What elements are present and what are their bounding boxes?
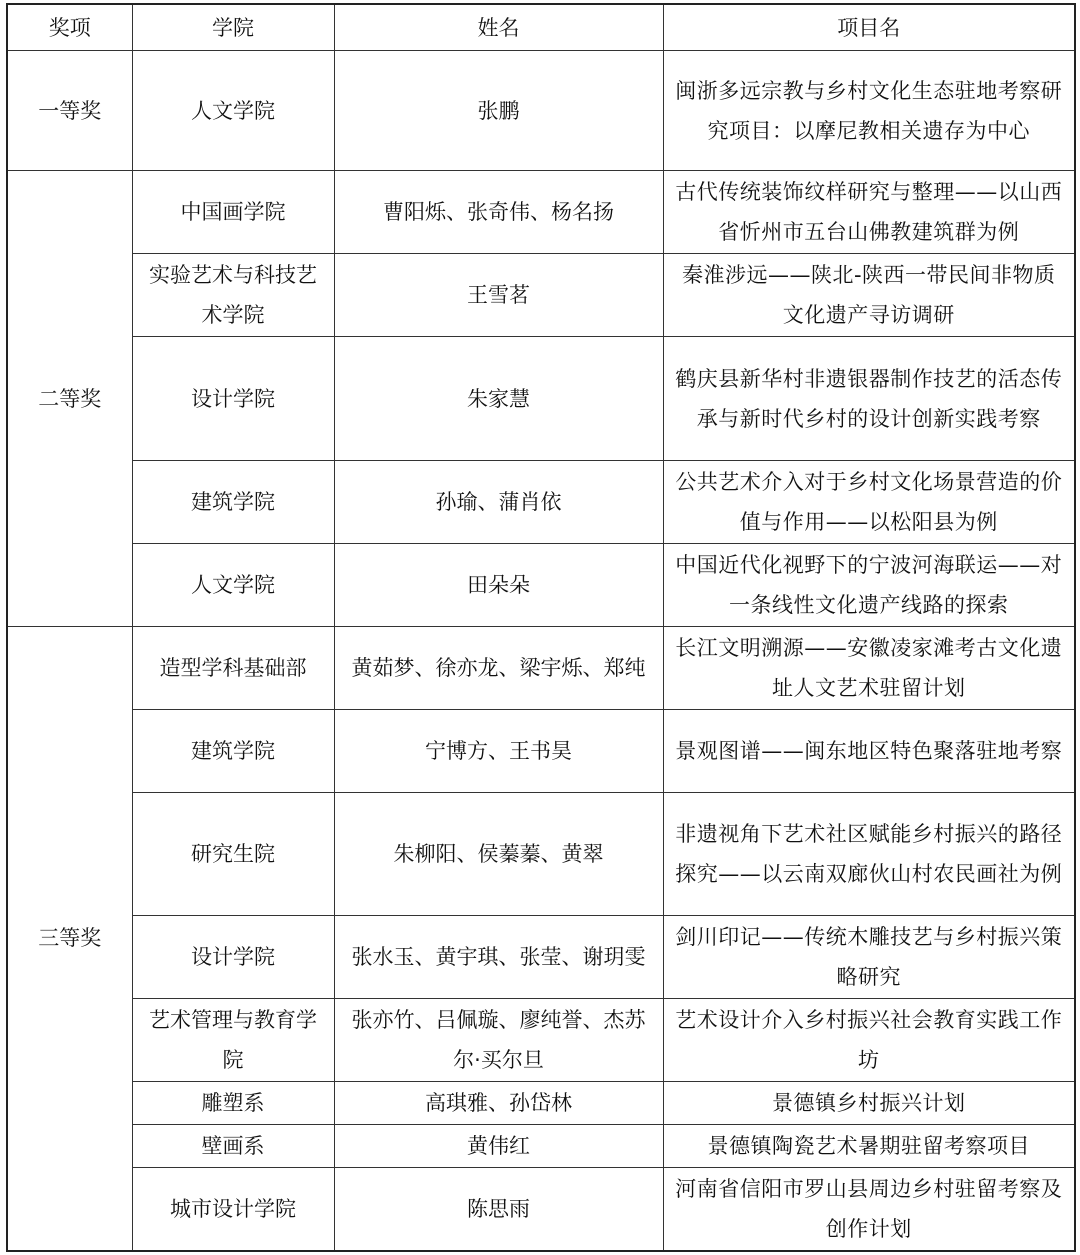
names-cell: 高琪雅、孙岱林	[334, 1082, 663, 1125]
school-cell: 壁画系	[132, 1125, 334, 1168]
project-cell: 中国近代化视野下的宁波河海联运——对一条线性文化遗产线路的探索	[663, 544, 1075, 627]
awards-table	[6, 3, 1076, 1252]
school-cell: 艺术管理与教育学院	[132, 999, 334, 1082]
table-row	[7, 337, 1075, 461]
project-cell: 长江文明溯源——安徽凌家滩考古文化遗址人文艺术驻留计划	[663, 627, 1075, 710]
school-cell: 人文学院	[132, 51, 334, 171]
table-row	[7, 627, 1075, 710]
names-cell: 田朵朵	[334, 544, 663, 627]
school-cell: 人文学院	[132, 544, 334, 627]
school-cell: 建筑学院	[132, 461, 334, 544]
names-cell: 张水玉、黄宇琪、张莹、谢玥雯	[334, 916, 663, 999]
project-cell: 公共艺术介入对于乡村文化场景营造的价值与作用——以松阳县为例	[663, 461, 1075, 544]
names-cell: 陈思雨	[334, 1168, 663, 1251]
school-cell: 实验艺术与科技艺术学院	[132, 254, 334, 337]
names-cell: 曹阳烁、张奇伟、杨名扬	[334, 171, 663, 254]
names-cell: 朱柳阳、侯蓁蓁、黄翠	[334, 793, 663, 916]
project-cell: 闽浙多远宗教与乡村文化生态驻地考察研究项目：以摩尼教相关遗存为中心	[663, 51, 1075, 171]
project-cell: 非遗视角下艺术社区赋能乡村振兴的路径探究——以云南双廊伙山村农民画社为例	[663, 793, 1075, 916]
table-row	[7, 254, 1075, 337]
names-cell: 朱家慧	[334, 337, 663, 461]
table-row	[7, 793, 1075, 916]
names-cell: 张鹏	[334, 51, 663, 171]
table-row	[7, 1125, 1075, 1168]
names-cell: 孙瑜、蒲肖依	[334, 461, 663, 544]
table-row	[7, 171, 1075, 254]
project-cell: 河南省信阳市罗山县周边乡村驻留考察及创作计划	[663, 1168, 1075, 1251]
project-cell: 艺术设计介入乡村振兴社会教育实践工作坊	[663, 999, 1075, 1082]
school-cell: 中国画学院	[132, 171, 334, 254]
school-cell: 城市设计学院	[132, 1168, 334, 1251]
project-cell: 鹤庆县新华村非遗银器制作技艺的活态传承与新时代乡村的设计创新实践考察	[663, 337, 1075, 461]
project-cell: 剑川印记——传统木雕技艺与乡村振兴策略研究	[663, 916, 1075, 999]
project-cell: 古代传统装饰纹样研究与整理——以山西省忻州市五台山佛教建筑群为例	[663, 171, 1075, 254]
school-cell: 造型学科基础部	[132, 627, 334, 710]
header-award: 奖项	[7, 4, 132, 51]
names-cell: 张亦竹、吕佩璇、廖纯誉、杰苏尔·买尔旦	[334, 999, 663, 1082]
school-cell: 设计学院	[132, 337, 334, 461]
award-cell: 一等奖	[7, 51, 132, 171]
school-cell: 研究生院	[132, 793, 334, 916]
award-cell: 三等奖	[7, 627, 132, 1251]
award-cell: 二等奖	[7, 171, 132, 627]
project-cell: 景德镇陶瓷艺术暑期驻留考察项目	[663, 1125, 1075, 1168]
names-cell: 宁博方、王书昊	[334, 710, 663, 793]
table-row	[7, 999, 1075, 1082]
table-row	[7, 916, 1075, 999]
table-row	[7, 461, 1075, 544]
school-cell: 雕塑系	[132, 1082, 334, 1125]
school-cell: 建筑学院	[132, 710, 334, 793]
table-row	[7, 51, 1075, 171]
project-cell: 秦淮涉远——陕北-陕西一带民间非物质文化遗产寻访调研	[663, 254, 1075, 337]
names-cell: 黄伟红	[334, 1125, 663, 1168]
header-name: 姓名	[334, 4, 663, 51]
table-row	[7, 710, 1075, 793]
names-cell: 王雪茗	[334, 254, 663, 337]
school-cell: 设计学院	[132, 916, 334, 999]
table-row	[7, 1168, 1075, 1251]
header-school: 学院	[132, 4, 334, 51]
names-cell: 黄茹梦、徐亦龙、梁宇烁、郑纯	[334, 627, 663, 710]
table-row	[7, 1082, 1075, 1125]
project-cell: 景观图谱——闽东地区特色聚落驻地考察	[663, 710, 1075, 793]
project-cell: 景德镇乡村振兴计划	[663, 1082, 1075, 1125]
table-row	[7, 544, 1075, 627]
header-row	[7, 4, 1075, 51]
header-project: 项目名	[663, 4, 1075, 51]
